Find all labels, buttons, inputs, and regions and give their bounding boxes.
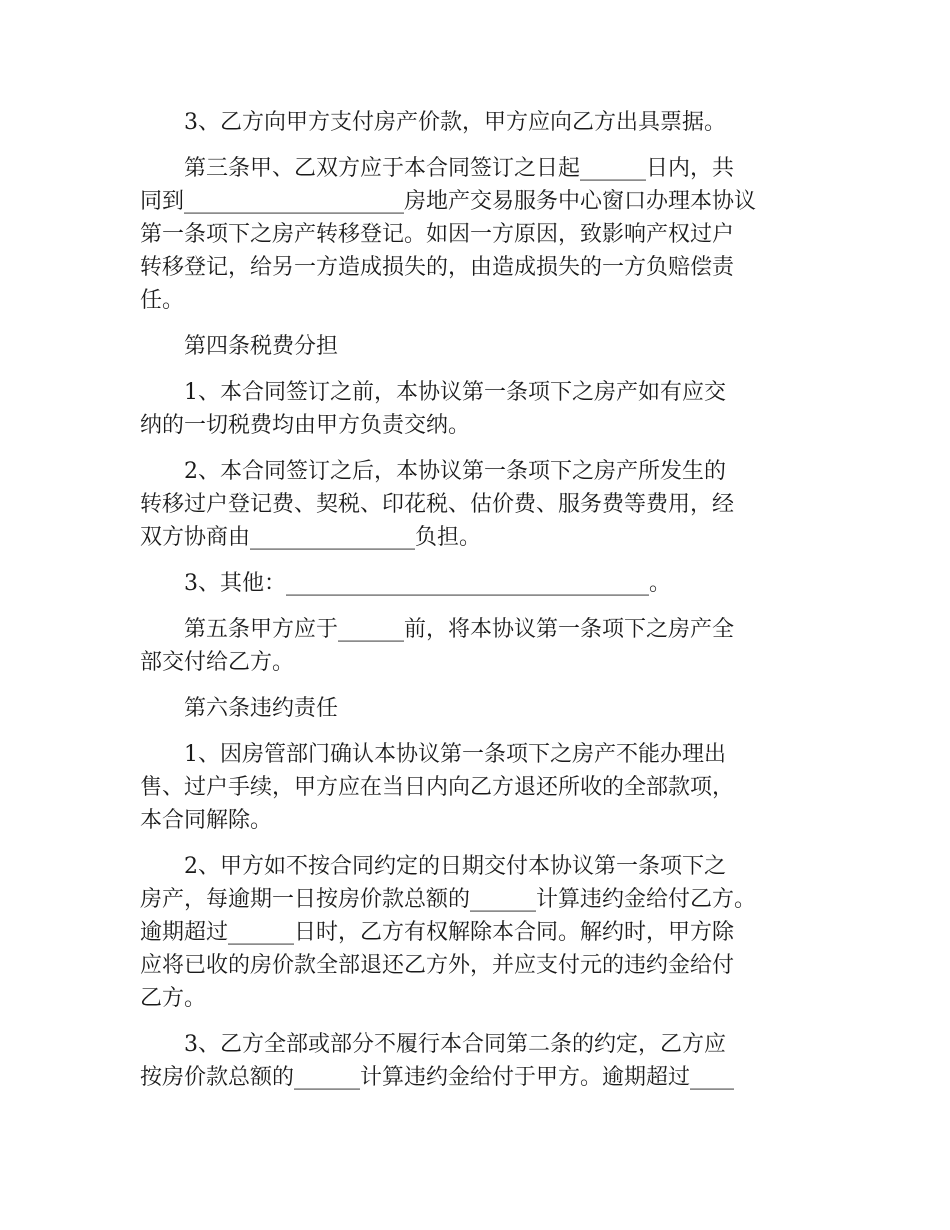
- paragraph-line: 1、本合同签订之前，本协议第一条项下之房产如有应交: [184, 380, 726, 405]
- paragraph-line: 转移登记，给另一方造成损失的，由造成损失的一方负赔偿责: [140, 255, 735, 280]
- paragraph-p4: [140, 376, 820, 442]
- paragraph-line: 纳的一切税费均由甲方负责交纳。: [140, 413, 471, 438]
- paragraph-line: 3、其他：_________________________________。: [184, 571, 671, 596]
- paragraph-line: 乙方。: [140, 986, 207, 1011]
- paragraph-line: 逾期超过______日时，乙方有权解除本合同。解约时，甲方除: [140, 920, 735, 945]
- paragraph-p11: [140, 1028, 820, 1094]
- paragraph-line: 任。: [140, 288, 185, 313]
- paragraph-line: 第四条税费分担: [184, 334, 339, 359]
- paragraph-p8: [140, 692, 820, 725]
- paragraph-line: 应将已收的房价款全部退还乙方外，并应支付元的违约金给付: [140, 953, 735, 978]
- paragraph-line: 1、因房管部门确认本协议第一条项下之房产不能办理出: [184, 742, 726, 767]
- paragraph-line: 转移过户登记费、契税、印花税、估价费、服务费等费用，经: [140, 492, 735, 517]
- paragraph-p2: [140, 152, 820, 317]
- paragraph-line: 第五条甲方应于______前，将本协议第一条项下之房产全: [184, 617, 735, 642]
- paragraph-line: 2、本合同签订之后，本协议第一条项下之房产所发生的: [184, 459, 726, 484]
- paragraph-line: 第三条甲、乙双方应于本合同签订之日起______日内，共: [184, 156, 735, 181]
- paragraph-line: 同到____________________房地产交易服务中心窗口办理本协议: [140, 189, 757, 214]
- paragraph-p9: [140, 738, 820, 837]
- paragraph-p10: [140, 850, 820, 1015]
- paragraph-line: 按房价款总额的______计算违约金给付于甲方。逾期超过____: [140, 1065, 735, 1090]
- paragraph-line: 部交付给乙方。: [140, 650, 295, 675]
- paragraph-p1: [140, 106, 820, 139]
- paragraph-line: 售、过户手续，甲方应在当日内向乙方退还所收的全部款项，: [140, 775, 735, 800]
- paragraph-p6: [140, 567, 820, 600]
- paragraph-line: 2、甲方如不按合同约定的日期交付本协议第一条项下之: [184, 854, 726, 879]
- paragraph-p7: [140, 613, 820, 679]
- paragraph-line: 3、乙方全部或部分不履行本合同第二条的约定，乙方应: [184, 1032, 726, 1057]
- paragraph-line: 第一条项下之房产转移登记。如因一方原因，致影响产权过户: [140, 222, 735, 247]
- paragraph-line: 双方协商由_______________负担。: [140, 525, 482, 550]
- paragraph-line: 房产，每逾期一日按房价款总额的______计算违约金给付乙方。: [140, 887, 757, 912]
- paragraph-line: 3、乙方向甲方支付房产价款，甲方应向乙方出具票据。: [184, 110, 726, 135]
- paragraph-p3: [140, 330, 820, 363]
- paragraph-line: 第六条违约责任: [184, 696, 339, 721]
- document-body: [140, 106, 820, 1107]
- paragraph-p5: [140, 455, 820, 554]
- paragraph-line: 本合同解除。: [140, 808, 273, 833]
